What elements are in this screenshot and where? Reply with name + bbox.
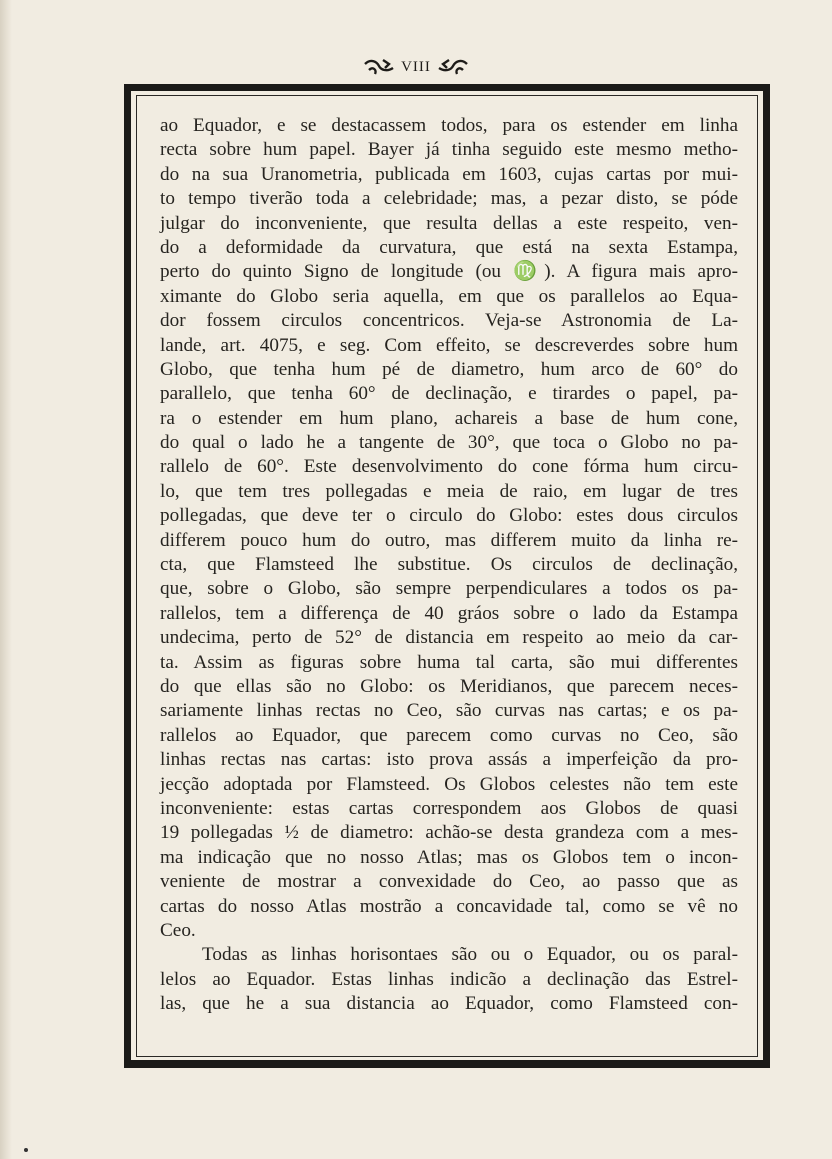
text-line-paragraph-end: Ceo. [160, 919, 196, 941]
text-line: las, que he a sua distancia ao Equador, como Flamsteed con- [160, 993, 738, 1015]
text-line: ra o estender em hum plano, achareis a base de hum cone, [160, 407, 738, 429]
page-header [0, 52, 832, 82]
text-line: inconveniente: estas cartas correspondem aos Globos de quasi [160, 797, 738, 819]
text-line: lelos ao Equador. Estas linhas indicão a declinação das Estrel- [160, 968, 738, 990]
page-edge-shadow [0, 0, 12, 1159]
text-line: parallelo, que tenha 60° de declinação, e tirardes o papel, pa- [160, 383, 738, 405]
fleuron-left-icon [363, 56, 395, 78]
text-line: ma indicação que no nosso Atlas; mas os Globos tem o incon- [160, 846, 738, 868]
text-line: perto do quinto Signo de longitude (ou ♍). A figura mais apro- [160, 261, 738, 283]
text-line: veniente de mostrar a convexidade do Ceo, ao passo que as [160, 871, 738, 893]
text-line: 19 pollegadas ½ de diametro: achão-se desta grandeza com a mes- [160, 822, 738, 844]
fleuron-right-icon [437, 56, 469, 78]
text-line: Globo, que tenha hum pé de diametro, hum arco de 60° do [160, 358, 738, 380]
ink-speck [24, 1148, 28, 1152]
text-line: pollegadas, que deve ter o circulo do Globo: estes dous circulos [160, 505, 738, 527]
text-line: rallelos ao Equador, que parecem como curvas no Ceo, são [160, 724, 738, 746]
text-line: linhas rectas nas cartas: isto prova assás a imperfeição da pro- [160, 749, 738, 771]
page-number: VIII [401, 58, 431, 75]
text-line: ximante do Globo seria aquella, em que os parallelos ao Equa- [160, 285, 738, 307]
text-line: do a deformidade da curvatura, que está na sexta Estampa, [160, 236, 738, 258]
text-line: do na sua Uranometria, publicada em 1603, cujas cartas por mui- [160, 163, 738, 185]
text-line: dor fossem circulos concentricos. Veja-se Astronomia de La- [160, 310, 738, 332]
text-line: jecção adoptada por Flamsteed. Os Globos celestes não tem este [160, 773, 738, 795]
text-line: lande, art. 4075, e seg. Com effeito, se descreverdes sobre hum [160, 334, 738, 356]
body-text [160, 114, 738, 1016]
text-line: que, sobre o Globo, são sempre perpendiculares a todos os pa- [160, 578, 738, 600]
text-line: ta. Assim as figuras sobre huma tal carta, são mui differentes [160, 651, 738, 673]
text-line: julgar do inconveniente, que resulta dellas a este respeito, ven- [160, 212, 738, 234]
text-line: cartas do nosso Atlas mostrão a concavidade tal, como se vê no [160, 895, 738, 917]
text-line: ao Equador, e se destacassem todos, para os estender em linha [160, 115, 738, 136]
text-line: differem pouco hum do outro, mas differem muito da linha re- [160, 529, 738, 551]
text-line: sariamente linhas rectas no Ceo, são curvas nas cartas; e os pa- [160, 700, 738, 722]
text-line: lo, que tem tres pollegadas e meia de raio, em lugar de tres [160, 480, 738, 502]
text-line-paragraph-start: Todas as linhas horisontaes são ou o Equador, ou os paral- [202, 944, 738, 966]
text-line: do que ellas são no Globo: os Meridianos, que parecem neces- [160, 675, 738, 697]
text-line: recta sobre hum papel. Bayer já tinha seguido este mesmo metho- [160, 139, 738, 161]
text-line: rallelos, tem a differença de 40 gráos sobre o lado da Estampa [160, 602, 738, 624]
text-line: rallelo de 60°. Este desenvolvimento do cone fórma hum circu- [160, 456, 738, 478]
text-line: undecima, perto de 52° de distancia em respeito ao meio da car- [160, 627, 738, 649]
text-line: to tempo tiverão toda a celebridade; mas, a pezar disto, se póde [160, 188, 738, 210]
text-line: cta, que Flamsteed lhe substitue. Os circulos de declinação, [160, 554, 738, 576]
text-line: do qual o lado he a tangente de 30°, que toca o Globo no pa- [160, 432, 738, 454]
